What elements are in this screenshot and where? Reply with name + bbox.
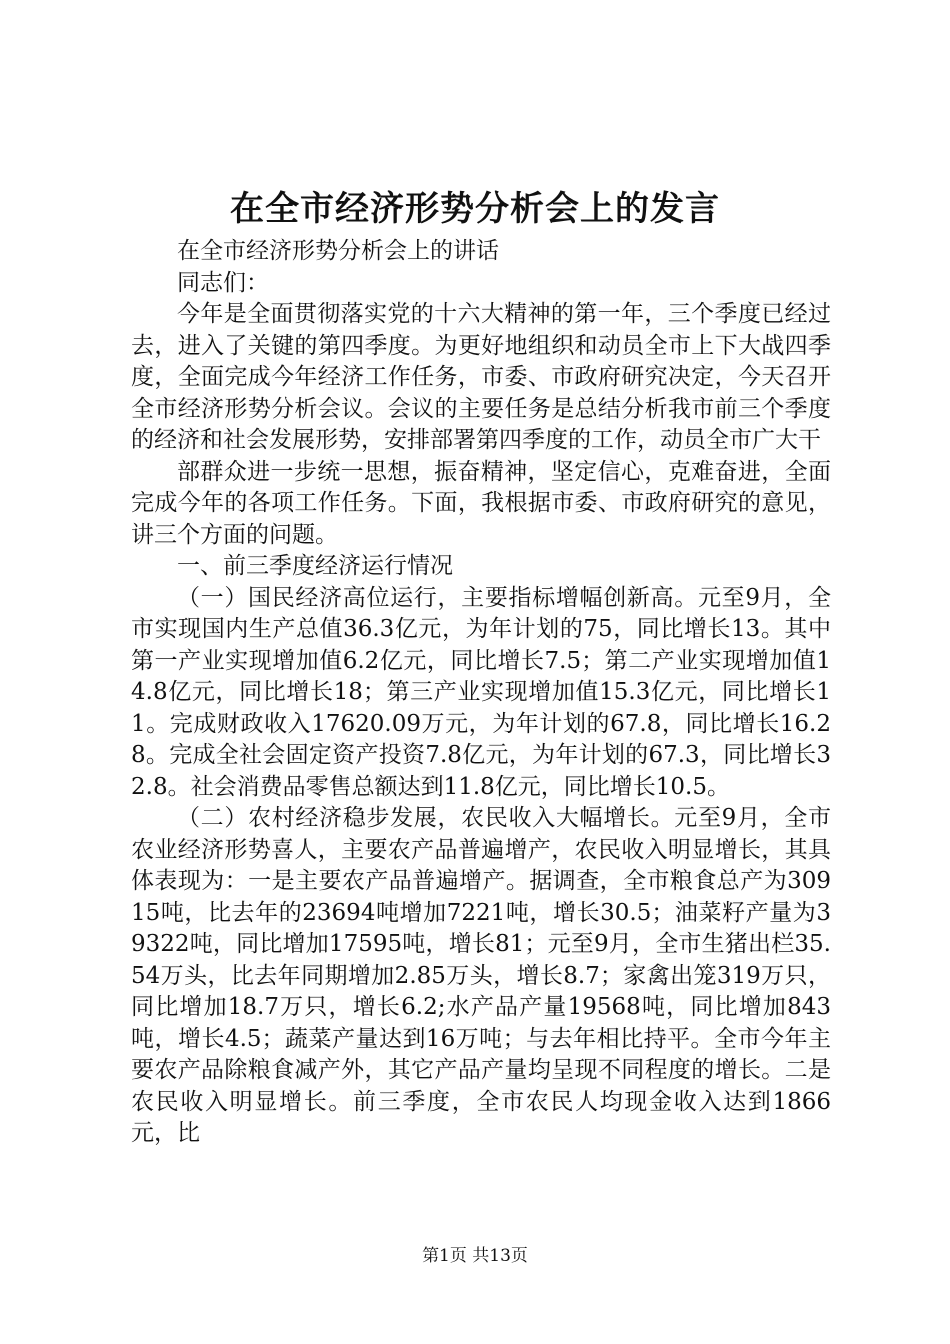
paragraph-subtitle: 在全市经济形势分析会上的讲话 xyxy=(177,238,499,264)
paragraph-salutation: 同志们： xyxy=(177,269,269,296)
paragraph: 部群众进一步统一思想，振奋精神，坚定信心，克难奋进，全面完成今年的各项工作任务。下面，我根据市委、市政府研究的意见，讲三个方面的问题。 xyxy=(131,458,831,548)
paragraph: 今年是全面贯彻落实党的十六大精神的第一年，三个季度已经过去，进入了关键的第四季度。为更好地组织和动员全市上下大战四季度，全面完成今年经济工作任务，市委、市政府研究决定，今天召开全市经济形势分析会议。会议的主要任务是总结分析我市前三个季度的经济和社会发展形势，安排部署第四季度的工作，动员全市广大干 xyxy=(131,301,831,453)
section-heading: 一、前三季度经济运行情况 xyxy=(177,553,453,579)
page-number-footer: 第1页 共13页 xyxy=(422,1246,528,1266)
document-body xyxy=(131,236,831,1150)
paragraph: （二）农村经济稳步发展，农民收入大幅增长。元至9月，全市农业经济形势喜人，主要农产品普遍增产，农民收入明显增长，其具体表现为：一是主要农产品普遍增产。据调查，全市粮食总产为30915吨，比去年的23694吨增加7221吨，增长30.5；油菜籽产量为39322吨，同比增加17595吨，增长81；元至9月，全市生猪出栏35.54万头，比去年同期增加2.85万头，增长8.7；家禽出笼319万只，同比增加18.7万只，增长6.2;水产品产量19568吨，同比增加843吨，增长4.5；蔬菜产量达到16万吨；与去年相比持平。全市今年主要农产品除粮食减产外，其它产品产量均呈现不同程度的增长。二是农民收入明显增长。前三季度，全市农民人均现金收入达到1866元，比 xyxy=(131,805,831,1146)
document-title: 在全市经济形势分析会上的发言 xyxy=(230,189,720,229)
paragraph: （一）国民经济高位运行，主要指标增幅创新高。元至9月，全市实现国内生产总值36.3亿元，为年计划的75，同比增长13。其中第一产业实现增加值6.2亿元，同比增长7.5；第二产业实现增加值14.8亿元，同比增长18；第三产业实现增加值15.3亿元，同比增长11。完成财政收入17620.09万元，为年计划的67.8，同比增长16.28。完成全社会固定资产投资7.8亿元，为年计划的67.3，同比增长32.8。社会消费品零售总额达到11.8亿元，同比增长10.5。 xyxy=(131,584,831,800)
